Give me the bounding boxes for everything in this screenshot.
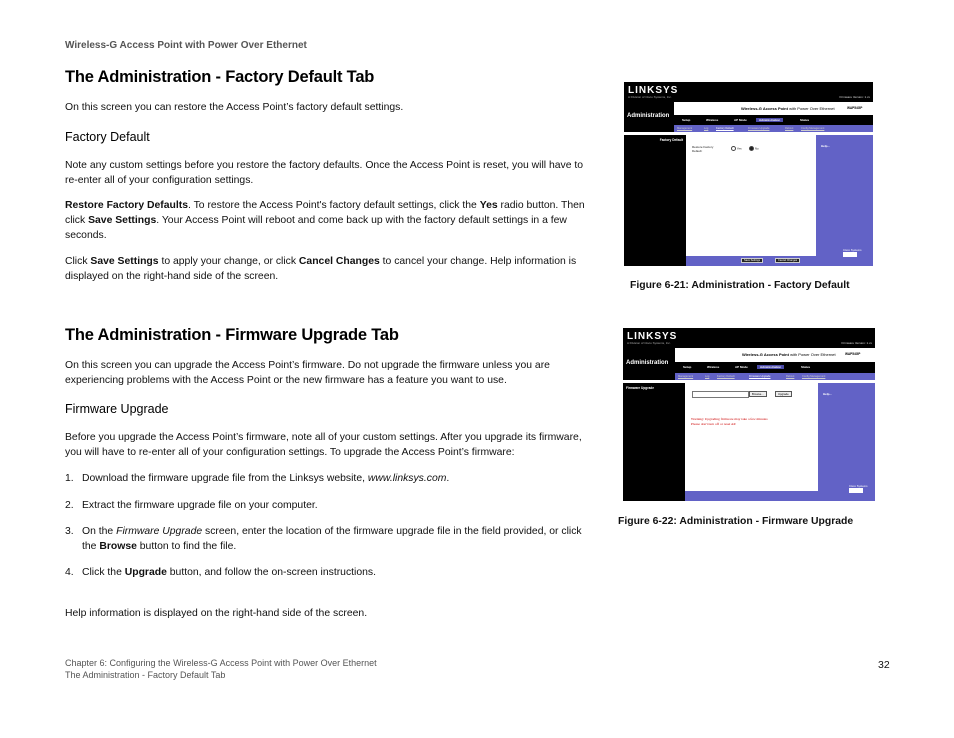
tab-administration[interactable]: Administration <box>756 118 783 122</box>
model-number: WAP54GP <box>847 106 863 110</box>
sub-tabs <box>675 373 875 380</box>
cisco-label: Cisco Systems <box>849 484 868 488</box>
subheading-factory-default: Factory Default <box>65 130 150 144</box>
cisco-label: Cisco Systems <box>843 248 862 252</box>
logo-subtitle: A Division of Cisco Systems, Inc. <box>628 95 672 99</box>
figure-firmware-upgrade-screenshot <box>623 328 875 501</box>
subtab-firmware-upgrade[interactable]: Firmware Upgrade <box>749 375 771 378</box>
section-title-factory-default: The Administration - Factory Default Tab <box>65 68 375 86</box>
subtab-reboot[interactable]: Reboot <box>785 127 794 130</box>
figure-1-caption: Figure 6-21: Administration - Factory Default <box>630 280 850 291</box>
tab-setup[interactable]: Setup <box>683 365 692 369</box>
admin-label: Administration <box>626 360 669 366</box>
footer-chapter: Chapter 6: Configuring the Wireless-G Access Point with Power Over Ethernet <box>65 658 377 668</box>
subtab-reboot[interactable]: Reboot <box>786 375 795 378</box>
page-number: 32 <box>878 659 890 671</box>
firmware-version: Firmware Version: 1.xx <box>839 95 870 99</box>
section2-intro: On this screen you can upgrade the Access Point’s firmware. Do not upgrade the firmware unless you are experiencing problems with the Access Point or the new firmware has a feature you want to use. <box>65 360 550 386</box>
cisco-logo-icon <box>849 488 863 493</box>
tab-status[interactable]: Status <box>801 365 811 369</box>
left-column <box>624 135 686 266</box>
footer-section: The Administration - Factory Default Tab <box>65 670 226 680</box>
warning-line-2: Please don't turn off or reset AP. <box>691 422 736 426</box>
subtab-config-management[interactable]: Config Management <box>801 127 825 130</box>
radio-circle-icon <box>749 146 754 151</box>
section2-para1: Before you upgrade the Access Point’s firmware, note all of your custom settings. After you upgrade its firmware, you will have to re-enter all of your configuration settings. To upgrade the Access Point’s firmware: <box>65 432 582 458</box>
sub-tabs <box>674 125 873 132</box>
section1-intro: On this screen you can restore the Access Point’s factory default settings. <box>65 102 404 113</box>
subtab-management[interactable]: Management <box>677 127 693 130</box>
section2-closing: Help information is displayed on the right-hand side of the screen. <box>65 608 368 619</box>
list-item: 3. On the Firmware Upgrade screen, enter the location of the firmware upgrade file in the field provided, or click the Browse button to find the file. <box>65 526 582 552</box>
bottom-bar <box>685 491 818 501</box>
subtab-log[interactable]: Log <box>705 375 710 378</box>
product-name: Wireless-G Access Point with Power Over Ethernet <box>742 352 836 357</box>
help-link[interactable]: Help... <box>823 392 833 396</box>
subheading-firmware-upgrade: Firmware Upgrade <box>65 402 169 416</box>
tab-status[interactable]: Status <box>800 118 810 122</box>
tab-wireless[interactable]: Wireless <box>706 118 719 122</box>
help-link[interactable]: Help... <box>821 144 831 148</box>
section1-para1: Note any custom settings before you restore the factory defaults. Once the Access Point is reset, you will have to re-enter all of your configuration settings. <box>65 160 584 186</box>
main-tabs <box>674 115 873 125</box>
left-column <box>623 383 685 501</box>
cancel-changes-button[interactable]: Cancel Changes <box>775 258 800 263</box>
subtab-management[interactable]: Management <box>678 375 694 378</box>
main-tabs <box>675 362 875 373</box>
restore-factory-default-label: Restore Factory Default: <box>692 145 714 153</box>
save-settings-button[interactable]: Save Settings <box>741 258 763 263</box>
help-column <box>818 383 875 501</box>
subtab-log[interactable]: Log <box>704 127 709 130</box>
subtab-firmware-upgrade[interactable]: Firmware Upgrade <box>748 127 770 130</box>
screen-topbar <box>624 82 873 102</box>
product-bar <box>675 348 875 362</box>
linksys-logo: LINKSYS <box>628 85 679 96</box>
subtab-config-management[interactable]: Config Management <box>802 375 826 378</box>
firmware-version: Firmware Version: 1.xx <box>841 341 872 345</box>
figure-factory-default-screenshot <box>624 82 873 266</box>
figure-2-caption: Figure 6-22: Administration - Firmware Upgrade <box>618 516 854 527</box>
tab-setup[interactable]: Setup <box>682 118 691 122</box>
section-title-firmware-upgrade: The Administration - Firmware Upgrade Tab <box>65 326 399 344</box>
subtab-factory-default[interactable]: Factory Default <box>717 375 735 378</box>
upgrade-button[interactable]: Upgrade <box>775 391 792 397</box>
admin-label: Administration <box>627 113 670 119</box>
logo-subtitle: A Division of Cisco Systems, Inc. <box>627 341 671 345</box>
model-number: WAP54GP <box>845 352 861 356</box>
warning-line-1: Warning: Upgrading firmware may take a few minutes <box>691 417 768 421</box>
browse-button[interactable]: Browse... <box>749 391 767 397</box>
bottom-bar <box>686 256 816 266</box>
tab-wireless[interactable]: Wireless <box>707 365 720 369</box>
tab-administration[interactable]: Administration <box>757 365 784 369</box>
running-header: Wireless-G Access Point with Power Over Ethernet <box>65 40 307 51</box>
cisco-logo-icon <box>843 252 857 257</box>
admin-label-block <box>623 348 675 380</box>
tab-ap-mode[interactable]: AP Mode <box>734 118 747 122</box>
product-name: Wireless-G Access Point with Power Over Ethernet <box>741 106 835 111</box>
section1-para3: Click Save Settings to apply your change, or click Cancel Changes to cancel your change. Help information is displayed on the right-hand side of the screen. <box>65 256 577 282</box>
admin-label-block <box>624 102 674 132</box>
tab-ap-mode[interactable]: AP Mode <box>735 365 748 369</box>
radio-circle-icon <box>731 146 736 151</box>
subtab-factory-default[interactable]: Factory Default <box>716 127 734 130</box>
radio-yes[interactable]: Yes <box>731 146 742 151</box>
left-item-factory-default: Factory Default <box>659 138 683 142</box>
linksys-logo: LINKSYS <box>627 331 678 342</box>
help-column <box>816 135 873 266</box>
screen-topbar <box>623 328 875 348</box>
radio-no[interactable]: No <box>749 146 759 151</box>
left-item-firmware-upgrade: Firmware Upgrade <box>626 386 654 390</box>
firmware-file-input[interactable] <box>692 391 749 398</box>
product-bar <box>674 102 873 115</box>
section1-para2: Restore Factory Defaults. To restore the Access Point's factory default settings, click the Yes radio button. Then click Save Settings. Your Access Point will reboot and come back up with the factory default settings in a few seconds. <box>65 200 585 241</box>
